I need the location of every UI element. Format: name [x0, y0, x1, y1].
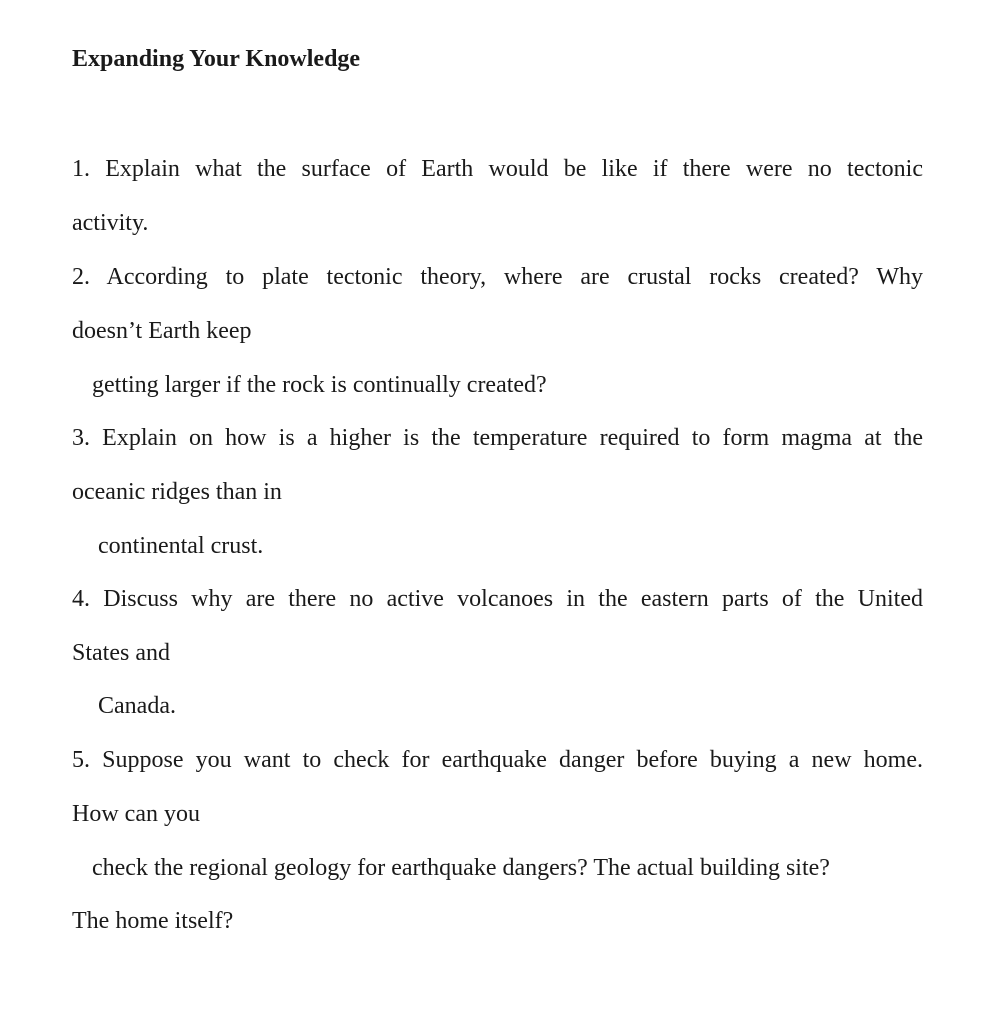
question-5-line-2: How can you [72, 801, 200, 827]
question-2-line-2: doesn’t Earth keep [72, 318, 252, 344]
question-1-line-1: 1. Explain what the surface of Earth would be like if there were no tectonic [72, 156, 923, 182]
question-5-line-1: 5. Suppose you want to check for earthquake danger before buying a new home. [72, 747, 923, 773]
question-5-line-4: The home itself? [72, 908, 234, 934]
question-2-line-3: getting larger if the rock is continually created? [92, 372, 547, 398]
question-2-line-1: 2. According to plate tectonic theory, where are crustal rocks created? Why [72, 264, 923, 290]
question-4-line-1: 4. Discuss why are there no active volcanoes in the eastern parts of the United [72, 586, 923, 612]
question-5-line-3: check the regional geology for earthquake dangers? The actual building site? [92, 855, 830, 881]
question-4-line-2: States and [72, 640, 170, 666]
question-3-line-2: oceanic ridges than in [72, 479, 282, 505]
question-1-line-2: activity. [72, 210, 149, 236]
question-4-line-3: Canada. [98, 693, 176, 719]
question-3-line-3: continental crust. [98, 533, 264, 559]
question-3-line-1: 3. Explain on how is a higher is the temperature required to form magma at the [72, 425, 923, 451]
page-title: Expanding Your Knowledge [72, 46, 361, 72]
